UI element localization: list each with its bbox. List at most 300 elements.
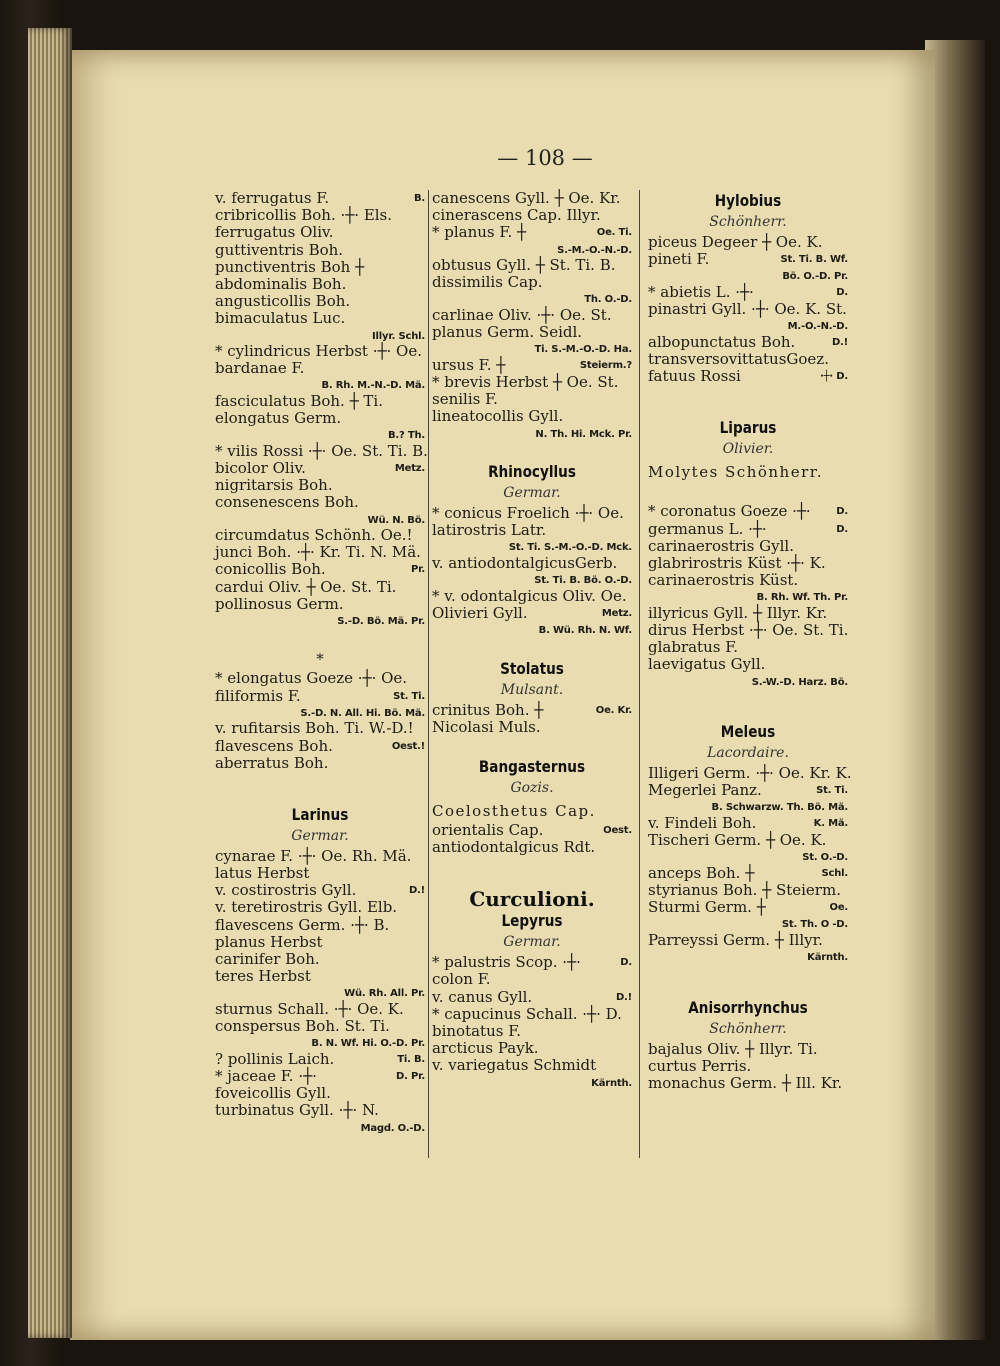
species-name: * abietis L. ·┼· xyxy=(648,282,754,301)
species-entry xyxy=(215,224,425,241)
species-name: germanus L. ·┼· xyxy=(648,519,767,538)
species-entry xyxy=(215,259,425,276)
species-entry xyxy=(648,589,848,605)
species-name: fasciculatus Boh. ┼ Ti. xyxy=(215,391,383,410)
genus-author: Germar. xyxy=(291,827,349,844)
species-entry xyxy=(648,1041,848,1058)
species-entry xyxy=(648,234,848,251)
species-entry xyxy=(648,521,848,538)
species-entry xyxy=(432,622,632,638)
species-name: monachus Germ. ┼ Ill. Kr. xyxy=(648,1073,843,1092)
species-entry xyxy=(215,343,425,360)
species-name: turbinatus Gyll. ·┼· N. xyxy=(215,1101,379,1120)
spacer xyxy=(432,441,632,461)
species-name: bardanae F. xyxy=(215,359,305,378)
locality-text: B. N. Wf. Hi. O.-D. Pr. xyxy=(311,1038,425,1050)
genus-heading: Stolatus xyxy=(500,658,564,678)
species-entry xyxy=(432,426,632,442)
species-entry xyxy=(648,1058,848,1075)
species-entry xyxy=(215,310,425,327)
species-entry xyxy=(648,865,848,882)
species-name: canescens Gyll. ┼ Oe. Kr. xyxy=(432,189,621,207)
species-entry xyxy=(432,989,632,1006)
locality-text: Oe. Ti. xyxy=(596,227,632,239)
locality-text: B. Rh. M.-N.-D. Mä. xyxy=(321,380,425,392)
genus-author: Schönherr. xyxy=(709,1020,787,1037)
species-entry xyxy=(432,555,632,572)
species-entry xyxy=(648,782,848,799)
species-name: guttiventris Boh. xyxy=(215,240,344,259)
species-name: * conicus Froelich ·┼· Oe. xyxy=(432,504,624,523)
family-heading: Curculioni. xyxy=(469,887,595,912)
species-entry xyxy=(215,755,425,772)
species-entry xyxy=(215,393,425,410)
species-entry xyxy=(215,688,425,705)
species-name: * capucinus Schall. ·┼· D. xyxy=(432,1004,622,1023)
species-entry xyxy=(432,605,632,622)
locality-text: D. xyxy=(836,286,848,298)
species-entry xyxy=(648,1075,848,1092)
species-name: Tischeri Germ. ┼ Oe. K. xyxy=(648,831,827,850)
genus-author: Mulsant. xyxy=(500,681,564,698)
spacer xyxy=(432,736,632,756)
species-entry xyxy=(215,738,425,755)
spacer xyxy=(648,385,848,417)
species-name: foveicollis Gyll. xyxy=(215,1084,331,1103)
locality-text: D.! xyxy=(615,991,632,1003)
species-name: aberratus Boh. xyxy=(215,753,329,772)
species-name: flavescens Germ. ·┼· B. xyxy=(215,915,390,934)
species-entry xyxy=(215,441,428,460)
species-entry xyxy=(215,460,425,477)
species-name: curtus Perris. xyxy=(648,1056,752,1075)
species-name: obtusus Gyll. ┼ St. Ti. B. xyxy=(432,256,616,275)
species-name: pinastri Gyll. ·┼· Oe. K. St. xyxy=(648,300,847,319)
species-entry xyxy=(432,374,632,391)
species-entry xyxy=(215,544,425,561)
species-entry xyxy=(432,971,632,988)
species-entry xyxy=(432,391,632,408)
species-name: circumdatus Schönh. Oe.! xyxy=(215,526,413,544)
locality-text: S.-D. N. All. Hi. Bö. Mä. xyxy=(300,707,425,719)
species-entry xyxy=(432,307,632,324)
species-entry xyxy=(215,427,425,443)
locality-text: S.-D. Bö. Mä. Pr. xyxy=(337,615,425,627)
species-entry xyxy=(215,377,425,393)
locality-text: ·┼· D. xyxy=(820,371,848,383)
species-name: ursus F. ┼ xyxy=(432,355,506,374)
species-name: carinaerostris Küst. xyxy=(648,571,799,590)
genus-heading: Hylobius xyxy=(714,191,782,210)
species-entry xyxy=(648,882,848,899)
species-name: * cylindricus Herbst ·┼· Oe. xyxy=(215,342,422,360)
species-entry xyxy=(432,572,632,588)
species-name: v. costirostris Gyll. xyxy=(215,881,357,900)
genus-heading: Meleus xyxy=(720,722,776,741)
genus-heading: Anisorrhynchus xyxy=(688,997,808,1017)
species-entry xyxy=(648,764,852,782)
species-name: * jaceae F. ·┼· xyxy=(215,1066,317,1085)
spacer xyxy=(432,638,632,658)
species-name: senilis F. xyxy=(432,390,498,409)
species-name: cribricollis Boh. ·┼· Els. xyxy=(215,206,393,225)
species-name: arcticus Payk. xyxy=(432,1039,539,1058)
locality-text: St. Ti. S.-M.-O.-D. Mck. xyxy=(508,542,632,554)
species-entry xyxy=(648,605,848,622)
species-name: laevigatus Gyll. xyxy=(648,655,766,674)
locality-text: St. Ti. xyxy=(816,785,848,797)
species-name: punctiventris Boh ┼ xyxy=(215,257,365,276)
species-name: latirostris Latr. xyxy=(432,521,547,540)
locality-text: D. Pr. xyxy=(395,1070,425,1082)
species-entry xyxy=(215,1068,425,1085)
species-name: * coronatus Goeze ·┼· xyxy=(648,502,811,521)
species-name: albopunctatus Boh. xyxy=(648,332,796,351)
species-name: * brevis Herbst ┼ Oe. St. xyxy=(432,373,619,391)
locality-text: Pr. xyxy=(410,564,425,576)
species-name: planus Germ. Seidl. xyxy=(432,323,583,342)
species-entry xyxy=(215,207,425,224)
species-entry xyxy=(432,822,632,839)
locality-text: B.? Th. xyxy=(387,430,425,442)
species-entry xyxy=(432,539,632,555)
species-entry xyxy=(215,360,425,377)
page-number: — 108 — xyxy=(497,146,593,170)
species-entry xyxy=(648,318,848,334)
species-entry xyxy=(648,251,848,268)
species-entry xyxy=(648,949,848,965)
species-entry xyxy=(432,341,632,357)
species-name: ferrugatus Oliv. xyxy=(215,223,334,242)
locality-text: Oest. xyxy=(603,824,632,836)
species-name: glabratus F. xyxy=(648,638,739,657)
column-1 xyxy=(215,189,428,1135)
locality-text: D. xyxy=(836,523,848,535)
synonym-genus: Molytes Schönherr. xyxy=(648,463,824,482)
species-name: Parreyssi Germ. ┼ Illyr. xyxy=(648,930,823,949)
species-name: * elongatus Goeze ·┼· Oe. xyxy=(215,669,408,688)
species-entry xyxy=(215,276,425,293)
locality-text: St. Ti. xyxy=(393,690,425,702)
species-name: cardui Oliv. ┼ Oe. St. Ti. xyxy=(215,577,397,596)
locality-text: Illyr. Schl. xyxy=(372,330,425,342)
species-entry xyxy=(432,1023,632,1040)
species-entry xyxy=(432,291,632,307)
species-entry xyxy=(215,705,425,721)
species-entry xyxy=(648,572,848,589)
species-entry xyxy=(432,224,632,241)
species-entry xyxy=(648,639,848,656)
locality-text: S.-M.-O.-N.-D. xyxy=(557,244,632,256)
species-name: bajalus Oliv. ┼ Illyr. Ti. xyxy=(648,1039,818,1058)
locality-text: St. Ti. B. Bö. O.-D. xyxy=(534,575,632,587)
species-entry xyxy=(432,1075,632,1091)
genus-author: Lacordaire. xyxy=(707,745,789,761)
species-entry xyxy=(648,899,848,916)
species-entry xyxy=(648,832,848,849)
genus-heading: Rhinocyllus xyxy=(488,462,576,482)
spacer xyxy=(215,772,425,804)
species-entry xyxy=(215,865,425,882)
species-name: v. canus Gyll. xyxy=(432,987,533,1006)
species-entry xyxy=(648,916,848,932)
locality-text: Ti. B. xyxy=(397,1053,425,1065)
species-name: carinifer Boh. xyxy=(215,950,320,968)
species-name: teres Herbst xyxy=(215,967,311,986)
locality-text: Magd. O.-D. xyxy=(360,1122,425,1134)
species-entry xyxy=(432,1057,632,1074)
species-entry xyxy=(215,899,425,916)
locality-text: Oe. xyxy=(829,902,848,914)
spacer xyxy=(648,483,848,503)
species-entry xyxy=(215,328,425,344)
species-entry xyxy=(215,579,425,596)
synonym-genus: Coelosthetus Cap. xyxy=(432,801,596,820)
column-3 xyxy=(648,190,852,1092)
species-name: cinerascens Cap. Illyr. xyxy=(432,206,601,225)
species-entry xyxy=(432,1040,632,1057)
species-name: ? pollinis Laich. xyxy=(215,1049,335,1068)
species-name: piceus Degeer ┼ Oe. K. xyxy=(648,233,823,251)
genus-author: Germar. xyxy=(503,485,561,502)
species-entry xyxy=(648,932,848,949)
locality-text: N. Th. Hi. Mck. Pr. xyxy=(535,428,632,440)
locality-text: St. Th. O -D. xyxy=(781,919,848,931)
locality-text: B. Schwarzw. Th. Bö. Mä. xyxy=(711,802,848,814)
species-name: * v. odontalgicus Oliv. Oe. xyxy=(432,586,627,605)
species-name: latus Herbst xyxy=(215,864,310,883)
species-name: Megerlei Panz. xyxy=(648,781,762,800)
species-name: Sturmi Germ. ┼ xyxy=(648,898,766,917)
spacer xyxy=(432,856,632,888)
species-name: junci Boh. ·┼· Kr. Ti. N. Mä. xyxy=(215,543,421,562)
species-entry xyxy=(215,882,425,899)
species-entry xyxy=(215,190,425,207)
genus-author: Germar. xyxy=(503,934,561,951)
species-name: carlinae Oliv. ·┼· Oe. St. xyxy=(432,305,612,324)
species-name: consenescens Boh. xyxy=(215,493,359,512)
species-entry xyxy=(648,503,848,520)
species-entry xyxy=(648,538,848,555)
section-asterisk: * xyxy=(316,650,324,669)
locality-text: Oest.! xyxy=(391,740,425,752)
species-name: colon F. xyxy=(432,970,491,989)
species-name: pineti F. xyxy=(648,250,710,269)
column-divider-2 xyxy=(639,190,640,1158)
species-name: v. variegatus Schmidt xyxy=(432,1056,597,1075)
species-entry xyxy=(432,190,632,207)
species-name: bicolor Oliv. xyxy=(215,458,306,477)
locality-text: M.-O.-N.-D. xyxy=(787,321,848,333)
species-entry xyxy=(215,934,425,951)
species-entry xyxy=(648,368,848,385)
species-entry xyxy=(215,613,425,629)
locality-text: Th. O.-D. xyxy=(584,294,632,306)
species-entry xyxy=(432,408,632,425)
locality-text: D. xyxy=(620,957,632,969)
species-entry xyxy=(215,985,425,1001)
locality-text: Wü. N. Bö. xyxy=(367,514,425,526)
species-name: fatuus Rossi xyxy=(648,367,741,386)
species-name: abdominalis Boh. xyxy=(215,274,347,293)
locality-text: Kärnth. xyxy=(807,952,848,963)
spacer xyxy=(215,628,425,648)
species-name: elongatus Germ. xyxy=(215,409,342,428)
species-name: Illigeri Germ. ·┼· Oe. Kr. K. xyxy=(648,764,852,782)
genus-heading: Liparus xyxy=(719,418,777,438)
species-entry xyxy=(648,674,848,690)
species-entry xyxy=(215,1120,425,1136)
species-name: binotatus F. xyxy=(432,1022,522,1040)
species-entry xyxy=(215,293,425,310)
species-name: flavescens Boh. xyxy=(215,736,333,755)
locality-text: Wü. Rh. All. Pr. xyxy=(344,988,425,1000)
locality-text: D. xyxy=(836,506,848,518)
locality-text: Steierm.? xyxy=(579,359,632,371)
species-name: filiformis F. xyxy=(215,686,301,705)
species-entry xyxy=(215,561,425,578)
species-entry xyxy=(215,968,425,985)
species-name: crinitus Boh. ┼ xyxy=(432,700,544,719)
species-entry xyxy=(215,951,425,968)
species-entry xyxy=(648,334,848,351)
species-name: * vilis Rossi ·┼· Oe. St. Ti. B. xyxy=(215,441,428,460)
species-entry xyxy=(215,1102,425,1119)
species-entry xyxy=(215,1001,425,1018)
species-name: dissimilis Cap. xyxy=(432,273,543,292)
species-entry xyxy=(215,477,425,494)
species-name: * planus F. ┼ xyxy=(432,223,527,242)
species-entry xyxy=(648,849,848,865)
species-entry xyxy=(432,839,632,856)
species-entry xyxy=(432,1006,632,1023)
species-entry xyxy=(432,702,632,719)
locality-text: D.! xyxy=(408,885,425,897)
species-entry xyxy=(215,720,425,737)
species-entry xyxy=(648,301,848,318)
species-name: * palustris Scop. ·┼· xyxy=(432,953,581,972)
locality-text: D.! xyxy=(831,336,848,348)
species-entry xyxy=(432,505,632,522)
locality-text: Schl. xyxy=(821,867,848,879)
genus-author: Schönherr. xyxy=(709,214,787,230)
species-name: nigritarsis Boh. xyxy=(215,476,333,495)
species-entry xyxy=(432,207,632,224)
species-name: bimaculatus Luc. xyxy=(215,309,346,328)
locality-text: B. Wü. Rh. N. Wf. xyxy=(538,625,632,636)
species-entry xyxy=(648,656,848,673)
species-entry xyxy=(215,1085,425,1102)
genus-heading: Larinus xyxy=(291,804,349,824)
species-name: pollinosus Germ. xyxy=(215,594,344,613)
species-entry xyxy=(432,257,632,274)
species-entry xyxy=(215,1018,425,1035)
species-entry xyxy=(215,670,425,687)
species-entry xyxy=(648,284,848,301)
genus-author: Olivier. xyxy=(722,441,774,458)
species-entry xyxy=(215,596,425,613)
locality-text: K. Mä. xyxy=(813,817,848,829)
species-name: dirus Herbst ·┼· Oe. St. Ti. xyxy=(648,620,849,639)
species-entry xyxy=(432,274,632,291)
species-entry xyxy=(215,527,425,544)
species-name: v. antiodontalgicusGerb. xyxy=(432,553,618,572)
locality-text: Bö. O.-D. Pr. xyxy=(782,271,848,283)
species-entry xyxy=(432,719,632,736)
species-name: styrianus Boh. ┼ Steierm. xyxy=(648,880,841,899)
species-entry xyxy=(432,954,632,971)
species-name: orientalis Cap. xyxy=(432,820,544,839)
species-entry xyxy=(648,622,848,639)
species-name: Nicolasi Muls. xyxy=(432,717,541,736)
species-name: v. rufitarsis Boh. Ti. W.-D.! xyxy=(215,719,414,738)
genus-heading: Lepyrus xyxy=(501,911,563,931)
species-entry xyxy=(648,799,848,815)
species-name: lineatocollis Gyll. xyxy=(432,407,564,426)
species-entry xyxy=(215,512,425,528)
species-entry xyxy=(215,1035,425,1051)
species-name: antiodontalgicus Rdt. xyxy=(432,838,596,857)
species-entry xyxy=(215,242,425,259)
species-name: anceps Boh. ┼ xyxy=(648,863,755,882)
species-entry xyxy=(648,555,848,572)
species-entry xyxy=(215,1051,425,1068)
column-2 xyxy=(432,190,632,1090)
locality-text: S.-W.-D. Harz. Bö. xyxy=(751,676,848,688)
species-name: angusticollis Boh. xyxy=(215,292,351,311)
species-entry xyxy=(648,351,848,368)
locality-text: Metz. xyxy=(601,607,632,619)
genus-heading: Bangasternus xyxy=(478,756,586,776)
species-entry xyxy=(432,522,632,539)
locality-text: Kärnth. xyxy=(591,1077,632,1089)
locality-text: B. xyxy=(413,193,425,204)
species-entry xyxy=(432,324,632,341)
species-name: planus Herbst xyxy=(215,932,323,951)
species-name: Olivieri Gyll. xyxy=(432,603,528,622)
species-entry xyxy=(648,268,848,284)
species-entry xyxy=(648,815,848,832)
column-divider-1 xyxy=(428,190,429,1158)
book-spine xyxy=(28,28,72,1338)
species-entry xyxy=(215,410,425,427)
species-name: cynarae F. ·┼· Oe. Rh. Mä. xyxy=(215,846,412,865)
locality-text: Metz. xyxy=(394,462,425,474)
species-name: v. teretirostris Gyll. Elb. xyxy=(215,898,398,917)
species-name: v. Findeli Boh. xyxy=(648,813,757,832)
locality-text: Ti. S.-M.-O.-D. Ha. xyxy=(534,344,632,356)
species-name: carinaerostris Gyll. xyxy=(648,536,794,555)
locality-text: St. Ti. B. Wf. xyxy=(780,254,848,266)
species-name: conspersus Boh. St. Ti. xyxy=(215,1017,390,1036)
locality-text: B. Rh. Wf. Th. Pr. xyxy=(756,592,848,604)
species-name: transversovittatusGoez. xyxy=(648,349,829,368)
spacer xyxy=(648,965,848,997)
species-name: conicollis Boh. xyxy=(215,560,326,579)
species-name: v. ferrugatus F. xyxy=(215,189,330,207)
species-entry xyxy=(215,494,425,511)
locality-text: St. O.-D. xyxy=(802,852,848,864)
species-name: illyricus Gyll. ┼ Illyr. Kr. xyxy=(648,603,828,622)
species-entry xyxy=(215,848,425,865)
species-entry xyxy=(432,588,632,605)
species-name: glabrirostris Küst ·┼· K. xyxy=(648,553,826,572)
species-entry xyxy=(432,242,632,258)
locality-text: Oe. Kr. xyxy=(595,704,632,716)
spacer xyxy=(648,689,848,721)
species-name: sturnus Schall. ·┼· Oe. K. xyxy=(215,999,404,1018)
genus-author: Gozis. xyxy=(510,779,554,796)
